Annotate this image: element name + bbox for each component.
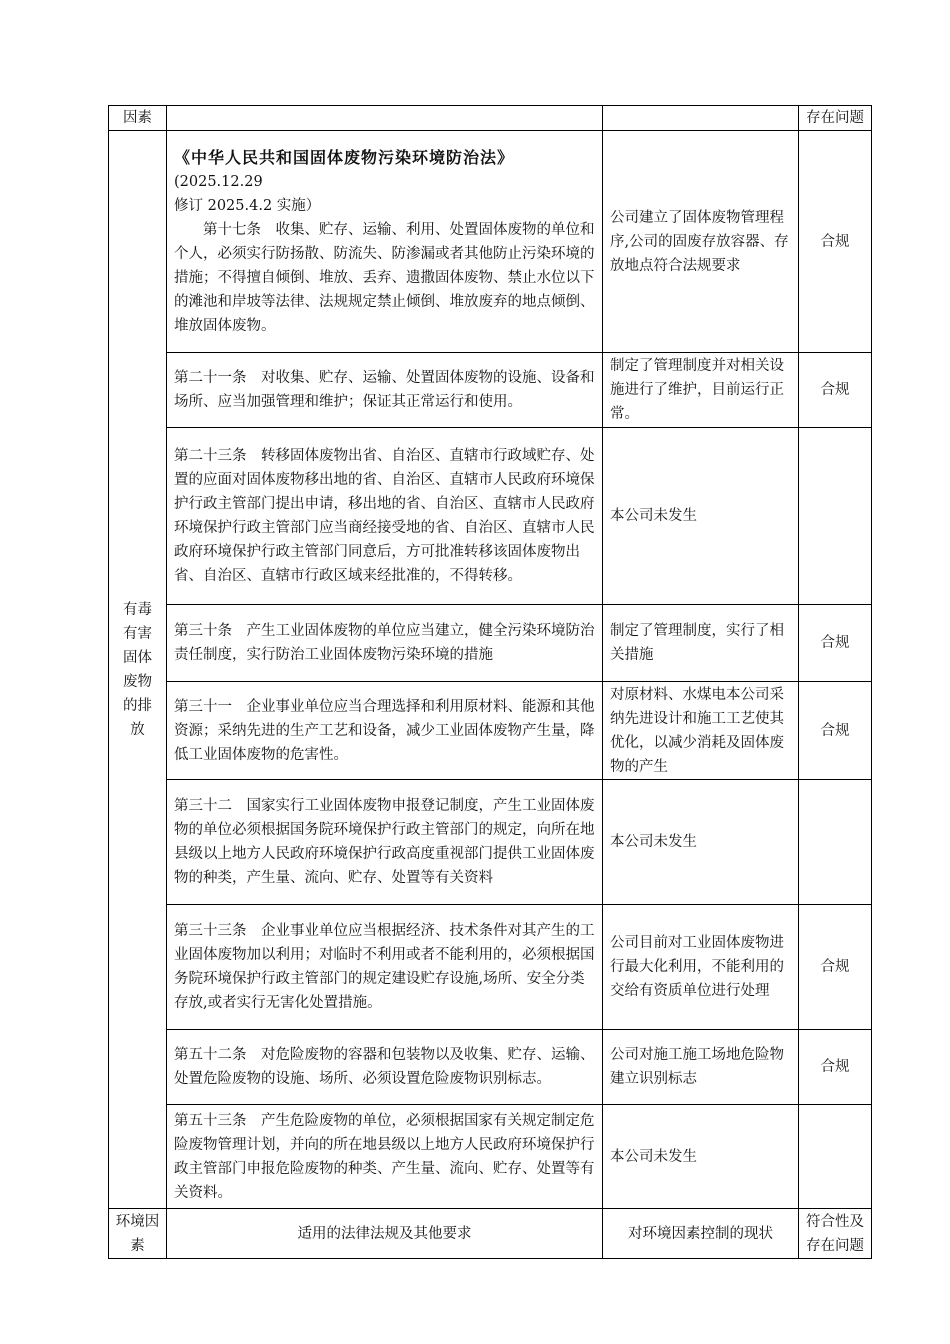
current-cell: 本公司未发生 xyxy=(603,1105,799,1209)
footer-current: 对环境因素控制的现状 xyxy=(603,1209,799,1259)
status-cell xyxy=(799,1105,872,1209)
table-header-row xyxy=(109,106,872,131)
law-cell: 第三十一 企业事业单位应当合理选择和利用原材料、能源和其他资源；采纳先进的生产工艺和设备，减少工业固体废物产生量，降低工业固体废物的危害性。 xyxy=(167,682,603,780)
status-cell: 合规 xyxy=(799,353,872,428)
status-cell: 合规 xyxy=(799,682,872,780)
status-cell: 合规 xyxy=(799,905,872,1030)
factor-label: 有毒有害固体废物的排放 xyxy=(123,601,152,738)
status-cell: 合规 xyxy=(799,131,872,353)
law-cell: 第五十三条 产生危险废物的单位，必须根据国家有关规定制定危险废物管理计划，并向的所在地县级以上地方人民政府环境保护行政主管部门申报危险废物的种类、产生量、流向、贮存、处置等有关资料。 xyxy=(167,1105,603,1209)
law-cell xyxy=(167,131,603,353)
status-cell: 合规 xyxy=(799,1030,872,1105)
table-row xyxy=(109,1030,872,1105)
law-text: 第十七条 收集、贮存、运输、利用、处置固体废物的单位和个人，必须实行防扬散、防流失、防渗漏或者其他防止污染环境的措施；不得擅自倾倒、堆放、丢弃、遗撒固体废物、禁止水位以下的滩池和岸坡等法律、法规规定禁止倾倒、堆放废弃的地点倾倒、堆放固体废物。 xyxy=(174,221,595,334)
table-row xyxy=(109,353,872,428)
law-cell: 第二十一条 对收集、贮存、运输、处置固体废物的设施、设备和场所、应当加强管理和维护；保证其正常运行和使用。 xyxy=(167,353,603,428)
law-revision: 修订 2025.4.2 实施） xyxy=(174,197,321,214)
current-cell: 公司目前对工业固体废物进行最大化利用，不能利用的交给有资质单位进行处理 xyxy=(603,905,799,1030)
law-cell: 第二十三条 转移固体废物出省、自治区、直辖市行政域贮存、处置的应面对固体废物移出地的省、自治区、直辖市人民政府环境保护行政主管部门提出申请，移出地的省、自治区、直辖市人民政府环境保护行政主管部门应当商经接受地的省、自治区、直辖市人民政府环境保护行政主管部门同意后，方可批准转移该固体废物出省、自治区、直辖市行政区域来经批准的，不得转移。 xyxy=(167,428,603,605)
table-row xyxy=(109,605,872,682)
law-cell: 第三十条 产生工业固体废物的单位应当建立，健全污染环境防治责任制度，实行防治工业固体废物污染环境的措施 xyxy=(167,605,603,682)
table-row xyxy=(109,780,872,905)
header-factor: 因素 xyxy=(109,106,167,131)
current-cell: 本公司未发生 xyxy=(603,428,799,605)
current-cell: 公司对施工施工场地危险物建立识别标志 xyxy=(603,1030,799,1105)
law-cell: 第三十三条 企业事业单位应当根据经济、技术条件对其产生的工业固体废物加以利用；对临时不利用或者不能利用的，必须根据国务院环境保护行政主管部门的规定建设贮存设施,场所、安全分类存放,或者实行无害化处置措施。 xyxy=(167,905,603,1030)
law-title: 《中华人民共和国固体废物污染环境防治法》 xyxy=(174,147,515,167)
table-row xyxy=(109,905,872,1030)
current-cell: 对原材料、水煤电本公司采纳先进设计和施工工艺使其优化，以减少消耗及固体废物的产生 xyxy=(603,682,799,780)
table-row xyxy=(109,1105,872,1209)
factor-cell xyxy=(109,131,167,1209)
status-cell: 合规 xyxy=(799,605,872,682)
table-row xyxy=(109,428,872,605)
regulation-compliance-table xyxy=(108,105,872,1259)
law-cell: 第三十二 国家实行工业固体废物申报登记制度，产生工业固体废物的单位必须根据国务院环境保护行政主管部门的规定，向所在地县级以上地方人民政府环境保护行政高度重视部门提供工业固体废物的种类，产生量、流向、贮存、处置等有关资料 xyxy=(167,780,603,905)
current-cell: 公司建立了固体废物管理程序,公司的固废存放容器、存放地点符合法规要求 xyxy=(603,131,799,353)
status-cell xyxy=(799,780,872,905)
footer-factor: 环境因素 xyxy=(109,1209,167,1259)
status-cell xyxy=(799,428,872,605)
header-status: 存在问题 xyxy=(799,106,872,131)
current-cell: 本公司未发生 xyxy=(603,780,799,905)
header-law xyxy=(167,106,603,131)
header-current xyxy=(603,106,799,131)
table-row xyxy=(109,131,872,353)
footer-law: 适用的法律法规及其他要求 xyxy=(167,1209,603,1259)
footer-status: 符合性及存在问题 xyxy=(799,1209,872,1259)
law-cell: 第五十二条 对危险废物的容器和包装物以及收集、贮存、运输、处置危险废物的设施、场所、必须设置危险废物识别标志。 xyxy=(167,1030,603,1105)
law-date: (2025.12.29 xyxy=(174,173,263,190)
table-row xyxy=(109,682,872,780)
table-footer-row xyxy=(109,1209,872,1259)
current-cell: 制定了管理制度并对相关设施进行了维护，目前运行正常。 xyxy=(603,353,799,428)
current-cell: 制定了管理制度，实行了相关措施 xyxy=(603,605,799,682)
